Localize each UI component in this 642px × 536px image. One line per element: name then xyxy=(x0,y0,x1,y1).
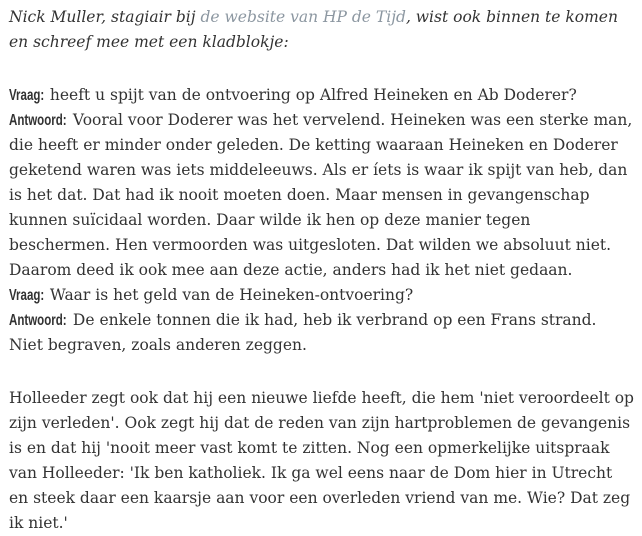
closing-paragraph: Holleeder zegt ook dat hij een nieuwe liefde heeft, die hem 'niet veroordeelt op zijn verleden'. Ook zegt hij dat de reden van zijn hartproblemen de gevangenis is en dat hij 'nooit meer vast komt te zitten. Nog een opmerkelijke uitspraak van Holleeder: 'Ik ben katholiek. Ik ga wel eens naar de Dom hier in Utrecht en steek daar een kaarsje aan voor een overleden vriend van me. Wie? Dat zeg ik niet.' xyxy=(9,389,634,532)
intro-text-after-link: , wist ook binnen te komen en schreef mee met een kladblokje: xyxy=(9,8,618,51)
hp-de-tijd-link[interactable]: de website van HP de Tijd xyxy=(200,8,406,26)
qa-question xyxy=(9,283,634,308)
question-text: Waar is het geld van de Heineken-ontvoering? xyxy=(49,286,414,304)
question-label: Vraag: xyxy=(9,87,45,104)
answer-text: Vooral voor Doderer was het vervelend. Heineken was een sterke man, die heeft er minder onder geleden. De ketting waaraan Heineken en Doderer geketend waren was iets middeleeuws. Als er íets is waar ik spijt van heb, dan is het dat. Dat had ik nooit moeten doen. Maar mensen in gevangenschap kunnen suïcidaal worden. Daar wilde ik hen op deze manier tegen beschermen. Hen vermoorden was uitgesloten. Dat wilden we absoluut niet. Daarom deed ik ook mee aan deze actie, anders had ik het niet gedaan. xyxy=(9,111,633,279)
answer-label: Antwoord: xyxy=(9,112,67,129)
qa-answer xyxy=(9,308,634,358)
question-text: heeft u spijt van de ontvoering op Alfred Heineken en Ab Doderer? xyxy=(49,86,577,104)
qa-answer xyxy=(9,108,634,283)
qa-question xyxy=(9,83,634,108)
intro-text-before-link: Nick Muller, stagiair bij xyxy=(9,8,201,26)
interview-qa-block xyxy=(9,83,634,358)
question-label: Vraag: xyxy=(9,287,45,304)
answer-label: Antwoord: xyxy=(9,312,67,329)
intro-paragraph xyxy=(9,5,634,55)
answer-text: De enkele tonnen die ik had, heb ik verbrand op een Frans strand. Niet begraven, zoals anderen zeggen. xyxy=(9,311,597,354)
